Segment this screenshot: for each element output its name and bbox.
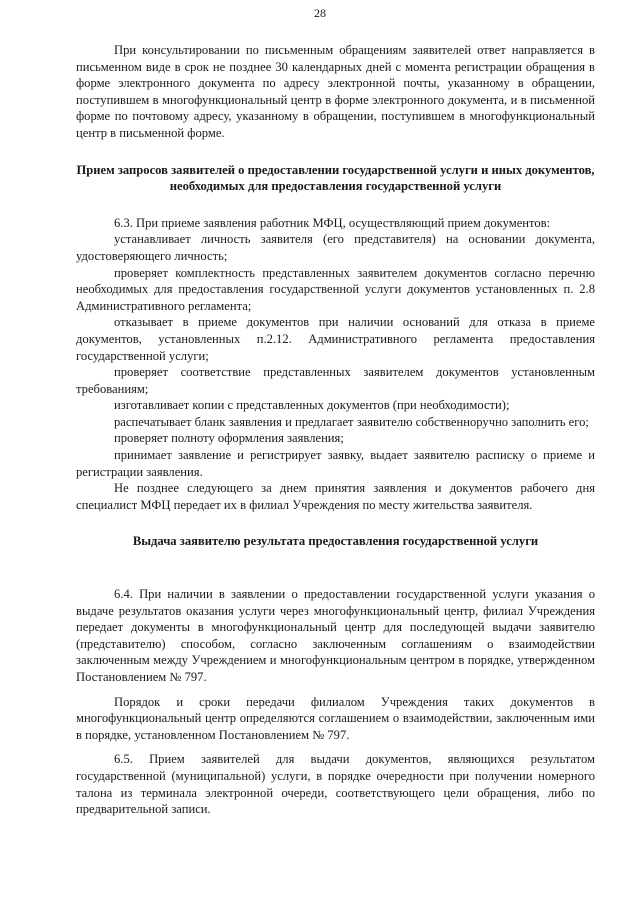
section-heading-issuance: Выдача заявителю результата предоставления государственной услуги [132,534,539,549]
list-item-register: принимает заявление и регистрирует заявку, выдает заявителю расписку о приеме и регистрации заявления. [76,448,595,479]
list-item-check-form: проверяет полноту оформления заявления; [114,431,344,446]
paragraph-transfer: Не позднее следующего за днем принятия заявления и документов рабочего дня специалист МФЦ передает их в филиал Учреждения по месту жительства заявителя. [76,481,595,512]
paragraph-6-5: 6.5. Прием заявителей для выдачи документов, являющихся результатом государственной (муниципальной) услуги, в порядке очередности при получении номерного талона из терминала электронной очереди, соответствующего цели обращения, либо по предварительной записи. [76,752,595,817]
list-item-compliance: проверяет соответствие представленных заявителем документов установленным требованиям; [76,365,595,396]
paragraph-6-4: 6.4. При наличии в заявлении о предоставлении государственной услуги указания о выдаче результатов оказания услуги через многофункциональный центр, филиал Учреждения передает документы в многофункциональный центр для последующей выдачи заявителю (представителю) способом, согласно заключенным соглашениям о взаимодействии заключенным между Учреждением и многофункциональным центром в порядке, утвержденном Постановлением № 797. [76,587,595,684]
list-item-identity: устанавливает личность заявителя (его представителя) на основании документа, удостоверяющего личность; [76,232,595,263]
page-number: 28 [314,6,326,20]
list-item-copies: изготавливает копии с представленных документов (при необходимости); [114,398,510,413]
section-heading-applications: Прием запросов заявителей о предоставлении государственной услуги и иных документов, необходимых для предоставления государственной услуги [76,162,595,194]
document-body [76,42,595,818]
list-item-completeness: проверяет комплектность представленных заявителем документов согласно перечню необходимых для предоставления государственной услуги документов установленных п. 2.8 Административного регламента; [76,265,595,313]
paragraph-consultation-written: При консультировании по письменным обращениям заявителей ответ направляется в письменном виде в срок не позднее 30 календарных дней с момента регистрации обращения в форме электронного документа по адресу электронной почты, указанному в обращении, поступившем в многофункциональный центр в форме электронного документа, и в письменной форме по почтовому адресу, указанному в обращении, поступившем в многофункциональный центр в письменной форме. [76,43,595,140]
list-item-form: распечатывает бланк заявления и предлагает заявителю собственноручно заполнить его; [114,414,589,429]
paragraph-6-3: 6.3. При приеме заявления работник МФЦ, осуществляющий прием документов: [114,215,551,230]
list-item-refusal: отказывает в приеме документов при наличии оснований для отказа в приеме документов, установленных п.2.12. Административного регламента предоставления государственной услуги; [76,315,595,363]
paragraph-transfer-terms: Порядок и сроки передачи филиалом Учреждения таких документов в многофункциональный центр определяются соглашением о взаимодействии, заключенным ими в порядке, установленном Постановлением № 797. [76,694,595,742]
